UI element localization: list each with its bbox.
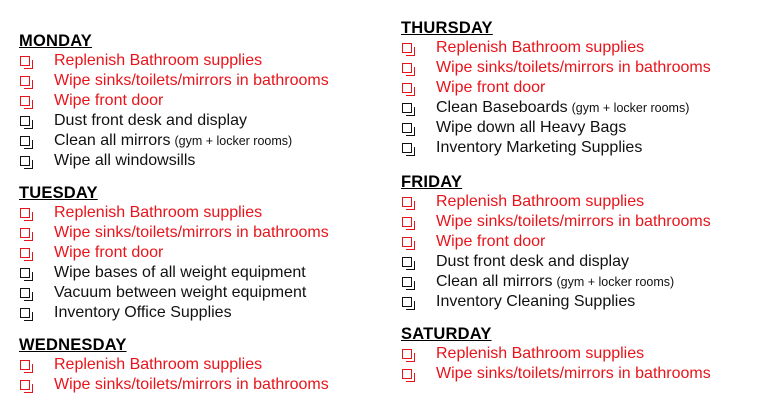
task-label: Wipe sinks/toilets/mirrors in bathrooms [436, 213, 711, 230]
checkbox-icon[interactable] [402, 277, 412, 287]
day-section-friday [401, 172, 711, 312]
day-heading: MONDAY [19, 32, 93, 50]
day-section-wednesday [19, 335, 329, 395]
checkbox-icon[interactable] [402, 143, 412, 153]
task-item [19, 263, 329, 283]
task-label: Wipe front door [54, 244, 164, 261]
checkbox-icon[interactable] [402, 349, 412, 359]
task-item [19, 223, 329, 243]
checkbox-icon[interactable] [20, 136, 30, 146]
checkbox-icon[interactable] [402, 123, 412, 133]
task-label: Clean Baseboards [436, 99, 568, 116]
task-item [19, 111, 329, 131]
day-section-monday [19, 31, 329, 171]
checkbox-icon[interactable] [20, 228, 30, 238]
task-label: Wipe front door [436, 79, 546, 96]
checkbox-icon[interactable] [402, 257, 412, 267]
task-note: (gym + locker rooms) [174, 134, 293, 148]
task-label: Replenish Bathroom supplies [436, 345, 645, 362]
task-label: Wipe sinks/toilets/mirrors in bathrooms [436, 365, 711, 382]
checkbox-icon[interactable] [402, 217, 412, 227]
task-label: Inventory Cleaning Supplies [436, 293, 636, 310]
task-item [401, 292, 711, 312]
checkbox-icon[interactable] [402, 103, 412, 113]
task-label: Inventory Marketing Supplies [436, 139, 643, 156]
day-heading: SATURDAY [401, 325, 492, 343]
day-section-tuesday [19, 183, 329, 323]
checkbox-icon[interactable] [20, 156, 30, 166]
task-item [401, 98, 711, 118]
task-item [19, 283, 329, 303]
task-item [401, 38, 711, 58]
task-label: Dust front desk and display [54, 112, 247, 129]
task-item [19, 303, 329, 323]
day-section-saturday [401, 324, 711, 384]
task-label: Wipe all windowsills [54, 152, 196, 169]
task-item [19, 203, 329, 223]
task-item [401, 192, 711, 212]
task-label: Replenish Bathroom supplies [436, 39, 645, 56]
task-item [401, 272, 711, 292]
task-item [401, 118, 711, 138]
task-item [401, 364, 711, 384]
task-label: Replenish Bathroom supplies [436, 193, 645, 210]
day-section-thursday [401, 18, 711, 158]
day-heading: WEDNESDAY [19, 336, 127, 354]
checkbox-icon[interactable] [20, 96, 30, 106]
task-label: Dust front desk and display [436, 253, 629, 270]
day-heading: TUESDAY [19, 184, 98, 202]
checkbox-icon[interactable] [20, 248, 30, 258]
task-item [19, 355, 329, 375]
checkbox-icon[interactable] [402, 197, 412, 207]
task-label: Clean all mirrors [436, 273, 553, 290]
task-item [19, 375, 329, 395]
checkbox-icon[interactable] [20, 380, 30, 390]
day-heading: THURSDAY [401, 19, 493, 37]
checkbox-icon[interactable] [402, 43, 412, 53]
task-label: Replenish Bathroom supplies [54, 356, 263, 373]
checkbox-icon[interactable] [402, 83, 412, 93]
task-label: Wipe front door [436, 233, 546, 250]
task-item [19, 91, 329, 111]
task-note: (gym + locker rooms) [571, 101, 690, 115]
task-label: Clean all mirrors [54, 132, 171, 149]
task-item [401, 252, 711, 272]
checkbox-icon[interactable] [20, 116, 30, 126]
checkbox-icon[interactable] [402, 237, 412, 247]
task-item [401, 212, 711, 232]
checkbox-icon[interactable] [20, 56, 30, 66]
checkbox-icon[interactable] [402, 297, 412, 307]
checkbox-icon[interactable] [402, 63, 412, 73]
task-item [401, 344, 711, 364]
checkbox-icon[interactable] [20, 76, 30, 86]
checkbox-icon[interactable] [402, 369, 412, 379]
task-label: Wipe down all Heavy Bags [436, 119, 627, 136]
task-item [19, 51, 329, 71]
task-label: Replenish Bathroom supplies [54, 204, 263, 221]
task-label: Wipe sinks/toilets/mirrors in bathrooms [54, 72, 329, 89]
task-note: (gym + locker rooms) [556, 275, 675, 289]
checkbox-icon[interactable] [20, 268, 30, 278]
task-item [19, 151, 329, 171]
checkbox-icon[interactable] [20, 360, 30, 370]
task-item [401, 58, 711, 78]
task-label: Wipe sinks/toilets/mirrors in bathrooms [54, 224, 329, 241]
checkbox-icon[interactable] [20, 288, 30, 298]
task-label: Wipe sinks/toilets/mirrors in bathrooms [436, 59, 711, 76]
task-item [19, 131, 329, 151]
checkbox-icon[interactable] [20, 308, 30, 318]
task-item [19, 71, 329, 91]
task-item [401, 232, 711, 252]
task-label: Inventory Office Supplies [54, 304, 232, 321]
task-item [401, 78, 711, 98]
task-label: Wipe bases of all weight equipment [54, 264, 306, 281]
task-label: Replenish Bathroom supplies [54, 52, 263, 69]
task-label: Wipe front door [54, 92, 164, 109]
task-item [401, 138, 711, 158]
task-item [19, 243, 329, 263]
checkbox-icon[interactable] [20, 208, 30, 218]
day-heading: FRIDAY [401, 173, 463, 191]
task-label: Vacuum between weight equipment [54, 284, 307, 301]
task-label: Wipe sinks/toilets/mirrors in bathrooms [54, 376, 329, 393]
